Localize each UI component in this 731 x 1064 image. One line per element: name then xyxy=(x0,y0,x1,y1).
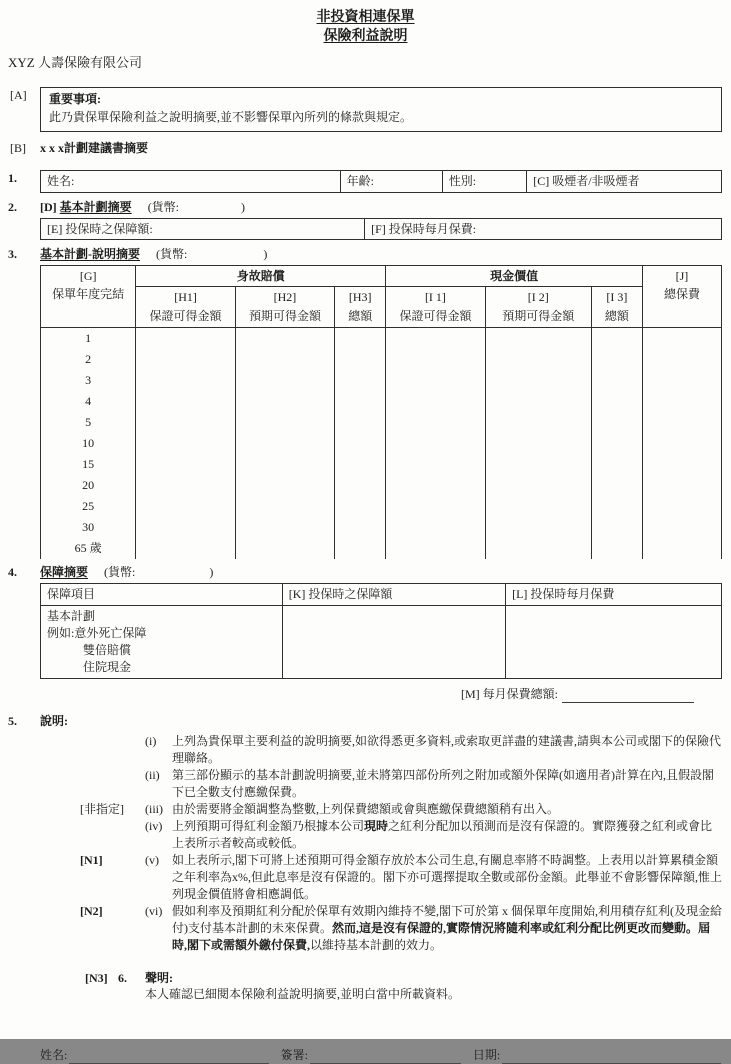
policy-year-cell: 30 xyxy=(41,517,136,538)
value-cell xyxy=(591,391,642,412)
value-cell xyxy=(386,412,485,433)
value-cell xyxy=(591,517,642,538)
note-marker: (iv) xyxy=(145,818,163,833)
section-2-title: 基本計劃摘要 xyxy=(59,199,132,214)
value-cell xyxy=(591,538,642,559)
signature-date-line xyxy=(502,1050,721,1064)
monthly-total-label: [M] 每月保費總額: xyxy=(461,686,558,701)
section-2-number: 2. xyxy=(8,199,17,214)
important-notice-body: 此乃貴保單保險利益之說明摘要,並不影響保單內所列的條款與規定。 xyxy=(49,110,413,125)
i1-header xyxy=(386,287,485,328)
value-cell xyxy=(235,433,334,454)
note-text-pre: 上列預期可得紅利金額乃根據本公司 xyxy=(172,818,365,833)
company-name: XYZ 人壽保險有限公司 xyxy=(8,55,142,70)
proposal-summary-section xyxy=(0,140,731,157)
value-cell xyxy=(485,538,591,559)
basic-plan-summary-table xyxy=(40,218,722,241)
value-cell xyxy=(642,433,721,454)
section-2 xyxy=(0,199,731,241)
note-item xyxy=(80,801,722,818)
benefit-l-header: [L] 投保時每月保費 xyxy=(506,583,722,605)
value-cell xyxy=(386,433,485,454)
note-marker: (v) xyxy=(145,852,159,867)
margin-label-n3: [N3] xyxy=(85,970,108,985)
value-cell xyxy=(235,496,334,517)
value-cell xyxy=(386,454,485,475)
note-text xyxy=(145,801,722,818)
value-cell xyxy=(485,370,591,391)
benefit-k-header: [K] 投保時之保障額 xyxy=(282,583,505,605)
value-cell xyxy=(642,538,721,559)
value-cell xyxy=(235,328,334,350)
illustration-table xyxy=(40,265,722,559)
value-cell xyxy=(591,349,642,370)
note-text xyxy=(145,767,722,801)
i2-header xyxy=(485,287,591,328)
policy-year-header xyxy=(41,266,136,328)
note-marker: (vi) xyxy=(145,903,163,918)
policy-year-row xyxy=(41,391,722,412)
value-cell xyxy=(642,391,721,412)
benefit-line-basic-plan: 基本計劃 xyxy=(47,608,96,623)
monthly-total-blank-line xyxy=(562,689,694,703)
total-premium-header-text: 總保費 xyxy=(663,287,700,302)
value-cell xyxy=(136,370,235,391)
benefit-summary-table xyxy=(40,583,722,679)
value-cell xyxy=(386,349,485,370)
section-1 xyxy=(0,170,731,193)
note-item xyxy=(80,852,722,903)
policy-year-row xyxy=(41,433,722,454)
value-cell xyxy=(386,475,485,496)
value-cell xyxy=(335,475,386,496)
section-4-title: 保障摘要 xyxy=(40,565,89,580)
policy-year-cell: 3 xyxy=(41,370,136,391)
note-text xyxy=(145,818,722,852)
margin-label-b: [B] xyxy=(10,141,26,156)
total-premium-header xyxy=(642,266,721,328)
declaration-title: 聲明: xyxy=(145,970,173,985)
sex-field: 性別: xyxy=(442,170,526,192)
note-item xyxy=(80,903,722,954)
value-cell xyxy=(591,496,642,517)
section-6-number: 6. xyxy=(118,970,127,985)
monthly-total-row xyxy=(40,686,694,703)
value-cell xyxy=(591,328,642,350)
policy-year-row xyxy=(41,412,722,433)
h3-code: [H3] xyxy=(348,290,372,305)
policy-year-cell: 20 xyxy=(41,475,136,496)
note-text-pre: 第三部份顯示的基本計劃說明摘要,並未將第四部份所列之附加或額外保障(如適用者)計算在內,且假設閣下已全數支付應繳保費。 xyxy=(172,767,714,799)
value-cell xyxy=(235,517,334,538)
note-text-pre: 如上表所示,閣下可將上述預期可得金額存放於本公司生息,有關息率將不時調整。上表用以計算累積金額之年利率為x%,但此息率是沒有保證的。閣下亦可選擇提取全數或部份金額。此舉並不會影響保障額,惟上列現金價值將會相應調低。 xyxy=(172,852,723,901)
name-field: 姓名: xyxy=(41,170,341,192)
note-margin-label: [非指定] xyxy=(80,801,124,816)
value-cell xyxy=(485,412,591,433)
value-cell xyxy=(335,433,386,454)
basic-plan-summary-row xyxy=(41,218,722,240)
section-4 xyxy=(0,564,731,703)
document-title-line2: 保險利益說明 xyxy=(323,29,408,44)
section-3-currency-close: ) xyxy=(263,247,268,262)
value-cell xyxy=(642,328,721,350)
value-cell xyxy=(485,349,591,370)
benefit-summary-header-row xyxy=(41,583,722,605)
value-cell xyxy=(485,328,591,350)
h2-header xyxy=(235,287,334,328)
value-cell xyxy=(386,517,485,538)
note-text xyxy=(145,733,722,767)
policy-year-cell: 5 xyxy=(41,412,136,433)
insured-info-table xyxy=(40,170,722,193)
note-text-bold: 然而,這是沒有保證的,實際情況將隨利率或紅利分配比例更改而變動。屆時,閣下或需額外繳付保費, xyxy=(172,920,711,952)
i3-text: 總額 xyxy=(604,309,629,324)
value-cell xyxy=(386,328,485,350)
value-cell xyxy=(642,454,721,475)
value-cell xyxy=(591,454,642,475)
document-title xyxy=(0,8,731,46)
cash-value-group-header: 現金價值 xyxy=(386,266,643,287)
section-3-currency-open: (貨幣: xyxy=(156,247,188,262)
policy-year-row xyxy=(41,370,722,391)
margin-label-a: [A] xyxy=(10,88,27,103)
value-cell xyxy=(485,517,591,538)
sum-assured-field: [E] 投保時之保障額: xyxy=(41,218,365,240)
section-6 xyxy=(0,970,731,987)
value-cell xyxy=(136,496,235,517)
value-cell xyxy=(485,433,591,454)
policy-year-row xyxy=(41,496,722,517)
section-3-number: 3. xyxy=(8,247,17,262)
note-margin-label: [N1] xyxy=(80,852,103,867)
value-cell xyxy=(136,328,235,350)
illustration-header-groups xyxy=(41,266,722,287)
value-cell xyxy=(136,475,235,496)
proposal-summary-title: x x x計劃建議書摘要 xyxy=(40,141,149,156)
policy-year-cell: 10 xyxy=(41,433,136,454)
section-2-currency-close: ) xyxy=(241,199,246,214)
monthly-premium-field: [F] 投保時每月保費: xyxy=(365,218,722,240)
important-notice-section xyxy=(0,87,731,132)
h3-header xyxy=(335,287,386,328)
signature-row xyxy=(40,1047,721,1064)
value-cell xyxy=(335,349,386,370)
note-text-post: 之紅利分配加以預測而是沒有保證的。實際獲發之紅利或會比上表所示者較高或較低。 xyxy=(172,818,713,850)
note-item xyxy=(80,767,722,801)
value-cell xyxy=(642,370,721,391)
policy-year-header-code: [G] xyxy=(79,269,97,284)
i2-code: [I 2] xyxy=(527,290,549,305)
policy-year-cell: 25 xyxy=(41,496,136,517)
section-4-currency-open: (貨幣: xyxy=(104,565,136,580)
illustration-header-sub xyxy=(41,287,722,328)
policy-year-row xyxy=(41,328,722,350)
policy-year-row xyxy=(41,538,722,559)
value-cell xyxy=(335,538,386,559)
section-4-number: 4. xyxy=(8,565,17,580)
signature-name-label: 姓名: xyxy=(40,1048,68,1063)
value-cell xyxy=(335,454,386,475)
note-text-pre: 由於需要將金額調整為整數,上列保費總額或會與應繳保費總額稍有出入。 xyxy=(172,801,560,816)
value-cell xyxy=(485,496,591,517)
value-cell xyxy=(386,496,485,517)
age-field: 年齡: xyxy=(340,170,442,192)
benefit-items-cell xyxy=(41,605,283,678)
value-cell xyxy=(642,475,721,496)
policy-year-row xyxy=(41,349,722,370)
note-text xyxy=(145,852,722,903)
h3-text: 總額 xyxy=(348,309,373,324)
section-5-title: 說明: xyxy=(40,713,68,728)
value-cell xyxy=(136,454,235,475)
value-cell xyxy=(591,370,642,391)
value-cell xyxy=(235,538,334,559)
note-text-pre: 上列為貴保單主要利益的說明摘要,如欲得悉更多資料,或索取更詳盡的建議書,請與本公司或閣下的保險代理聯絡。 xyxy=(172,733,722,765)
note-text-post: 以維持基本計劃的效力。 xyxy=(310,937,443,952)
policy-year-row xyxy=(41,454,722,475)
benefit-line-hospital-cash: 住院現金 xyxy=(83,659,132,674)
value-cell xyxy=(235,412,334,433)
note-text xyxy=(145,903,722,954)
value-cell xyxy=(335,391,386,412)
value-cell xyxy=(591,475,642,496)
policy-year-header-text: 保單年度完結 xyxy=(52,287,125,302)
declaration-body: 本人確認已細閱本保險利益說明摘要,並明白當中所載資料。 xyxy=(145,987,461,1002)
h2-text: 預期可得金額 xyxy=(248,309,321,324)
value-cell xyxy=(386,370,485,391)
i3-code: [I 3] xyxy=(606,290,628,305)
benefit-summary-body-row xyxy=(41,605,722,678)
value-cell xyxy=(235,370,334,391)
note-item xyxy=(80,818,722,852)
section-2-currency-open: (貨幣: xyxy=(147,199,180,214)
h2-code: [H2] xyxy=(273,290,297,305)
section-3-title: 基本計劃-說明摘要 xyxy=(40,247,140,262)
total-premium-header-code: [J] xyxy=(675,269,689,284)
value-cell xyxy=(136,538,235,559)
value-cell xyxy=(235,391,334,412)
benefit-line-accidental-death: 例如:意外死亡保障 xyxy=(47,625,147,640)
section-5-number: 5. xyxy=(8,713,17,728)
value-cell xyxy=(335,517,386,538)
important-notice-box xyxy=(40,87,722,132)
value-cell xyxy=(335,328,386,350)
note-text-bold: 現時 xyxy=(364,818,389,833)
section-1-number: 1. xyxy=(8,170,17,185)
value-cell xyxy=(591,433,642,454)
policy-year-cell: 65 歲 xyxy=(41,538,136,559)
value-cell xyxy=(485,391,591,412)
section-2-label: [D] xyxy=(40,199,57,214)
document-title-line1: 非投資相連保單 xyxy=(316,10,415,25)
policy-year-cell: 1 xyxy=(41,328,136,350)
benefit-item-header: 保障項目 xyxy=(41,583,283,605)
death-benefit-group-header: 身故賠償 xyxy=(136,266,386,287)
value-cell xyxy=(642,412,721,433)
h1-header xyxy=(136,287,235,328)
value-cell xyxy=(136,412,235,433)
note-margin-label: [N2] xyxy=(80,903,103,918)
notes-list xyxy=(80,733,722,954)
value-cell xyxy=(591,412,642,433)
value-cell xyxy=(485,454,591,475)
note-item xyxy=(80,733,722,767)
value-cell xyxy=(136,349,235,370)
value-cell xyxy=(335,496,386,517)
signature-sign-line xyxy=(310,1050,461,1064)
policy-year-cell: 15 xyxy=(41,454,136,475)
section-5 xyxy=(0,713,731,730)
value-cell xyxy=(485,475,591,496)
benefit-l-cell xyxy=(506,605,722,678)
note-text-pre: 假如利率及預期紅利分配於保單有效期內維持不變,閣下可於第 x 個保單年度開始,利用積存紅利(及現金給付)支付基本計劃的未來保費。 xyxy=(172,903,723,935)
insured-info-row xyxy=(41,170,722,192)
value-cell xyxy=(235,349,334,370)
i3-header xyxy=(591,287,642,328)
note-marker: (iii) xyxy=(145,801,163,816)
value-cell xyxy=(235,454,334,475)
note-marker: (ii) xyxy=(145,767,160,782)
benefit-k-cell xyxy=(282,605,505,678)
policy-year-cell: 4 xyxy=(41,391,136,412)
value-cell xyxy=(642,517,721,538)
policy-year-row xyxy=(41,475,722,496)
value-cell xyxy=(642,496,721,517)
i1-text: 保證可得金額 xyxy=(399,309,472,324)
value-cell xyxy=(386,538,485,559)
note-marker: (i) xyxy=(145,733,157,748)
signature-date-label: 日期: xyxy=(472,1048,501,1063)
policy-year-cell: 2 xyxy=(41,349,136,370)
h1-code: [H1] xyxy=(174,290,197,305)
benefit-line-double-indemnity: 雙倍賠償 xyxy=(83,642,132,657)
value-cell xyxy=(136,517,235,538)
section-4-currency-close: ) xyxy=(209,565,214,580)
value-cell xyxy=(642,349,721,370)
signature-name-line xyxy=(69,1050,268,1064)
policy-year-row xyxy=(41,517,722,538)
signature-sign-label: 簽署: xyxy=(280,1048,308,1063)
i1-code: [I 1] xyxy=(424,290,446,305)
value-cell xyxy=(386,391,485,412)
smoker-field: [C] 吸煙者/非吸煙者 xyxy=(527,170,722,192)
value-cell xyxy=(136,433,235,454)
value-cell xyxy=(235,475,334,496)
value-cell xyxy=(136,391,235,412)
important-notice-heading: 重要事項: xyxy=(49,92,101,107)
value-cell xyxy=(335,412,386,433)
section-3 xyxy=(0,246,731,559)
h1-text: 保證可得金額 xyxy=(149,309,222,324)
i2-text: 預期可得金額 xyxy=(502,309,575,324)
value-cell xyxy=(335,370,386,391)
